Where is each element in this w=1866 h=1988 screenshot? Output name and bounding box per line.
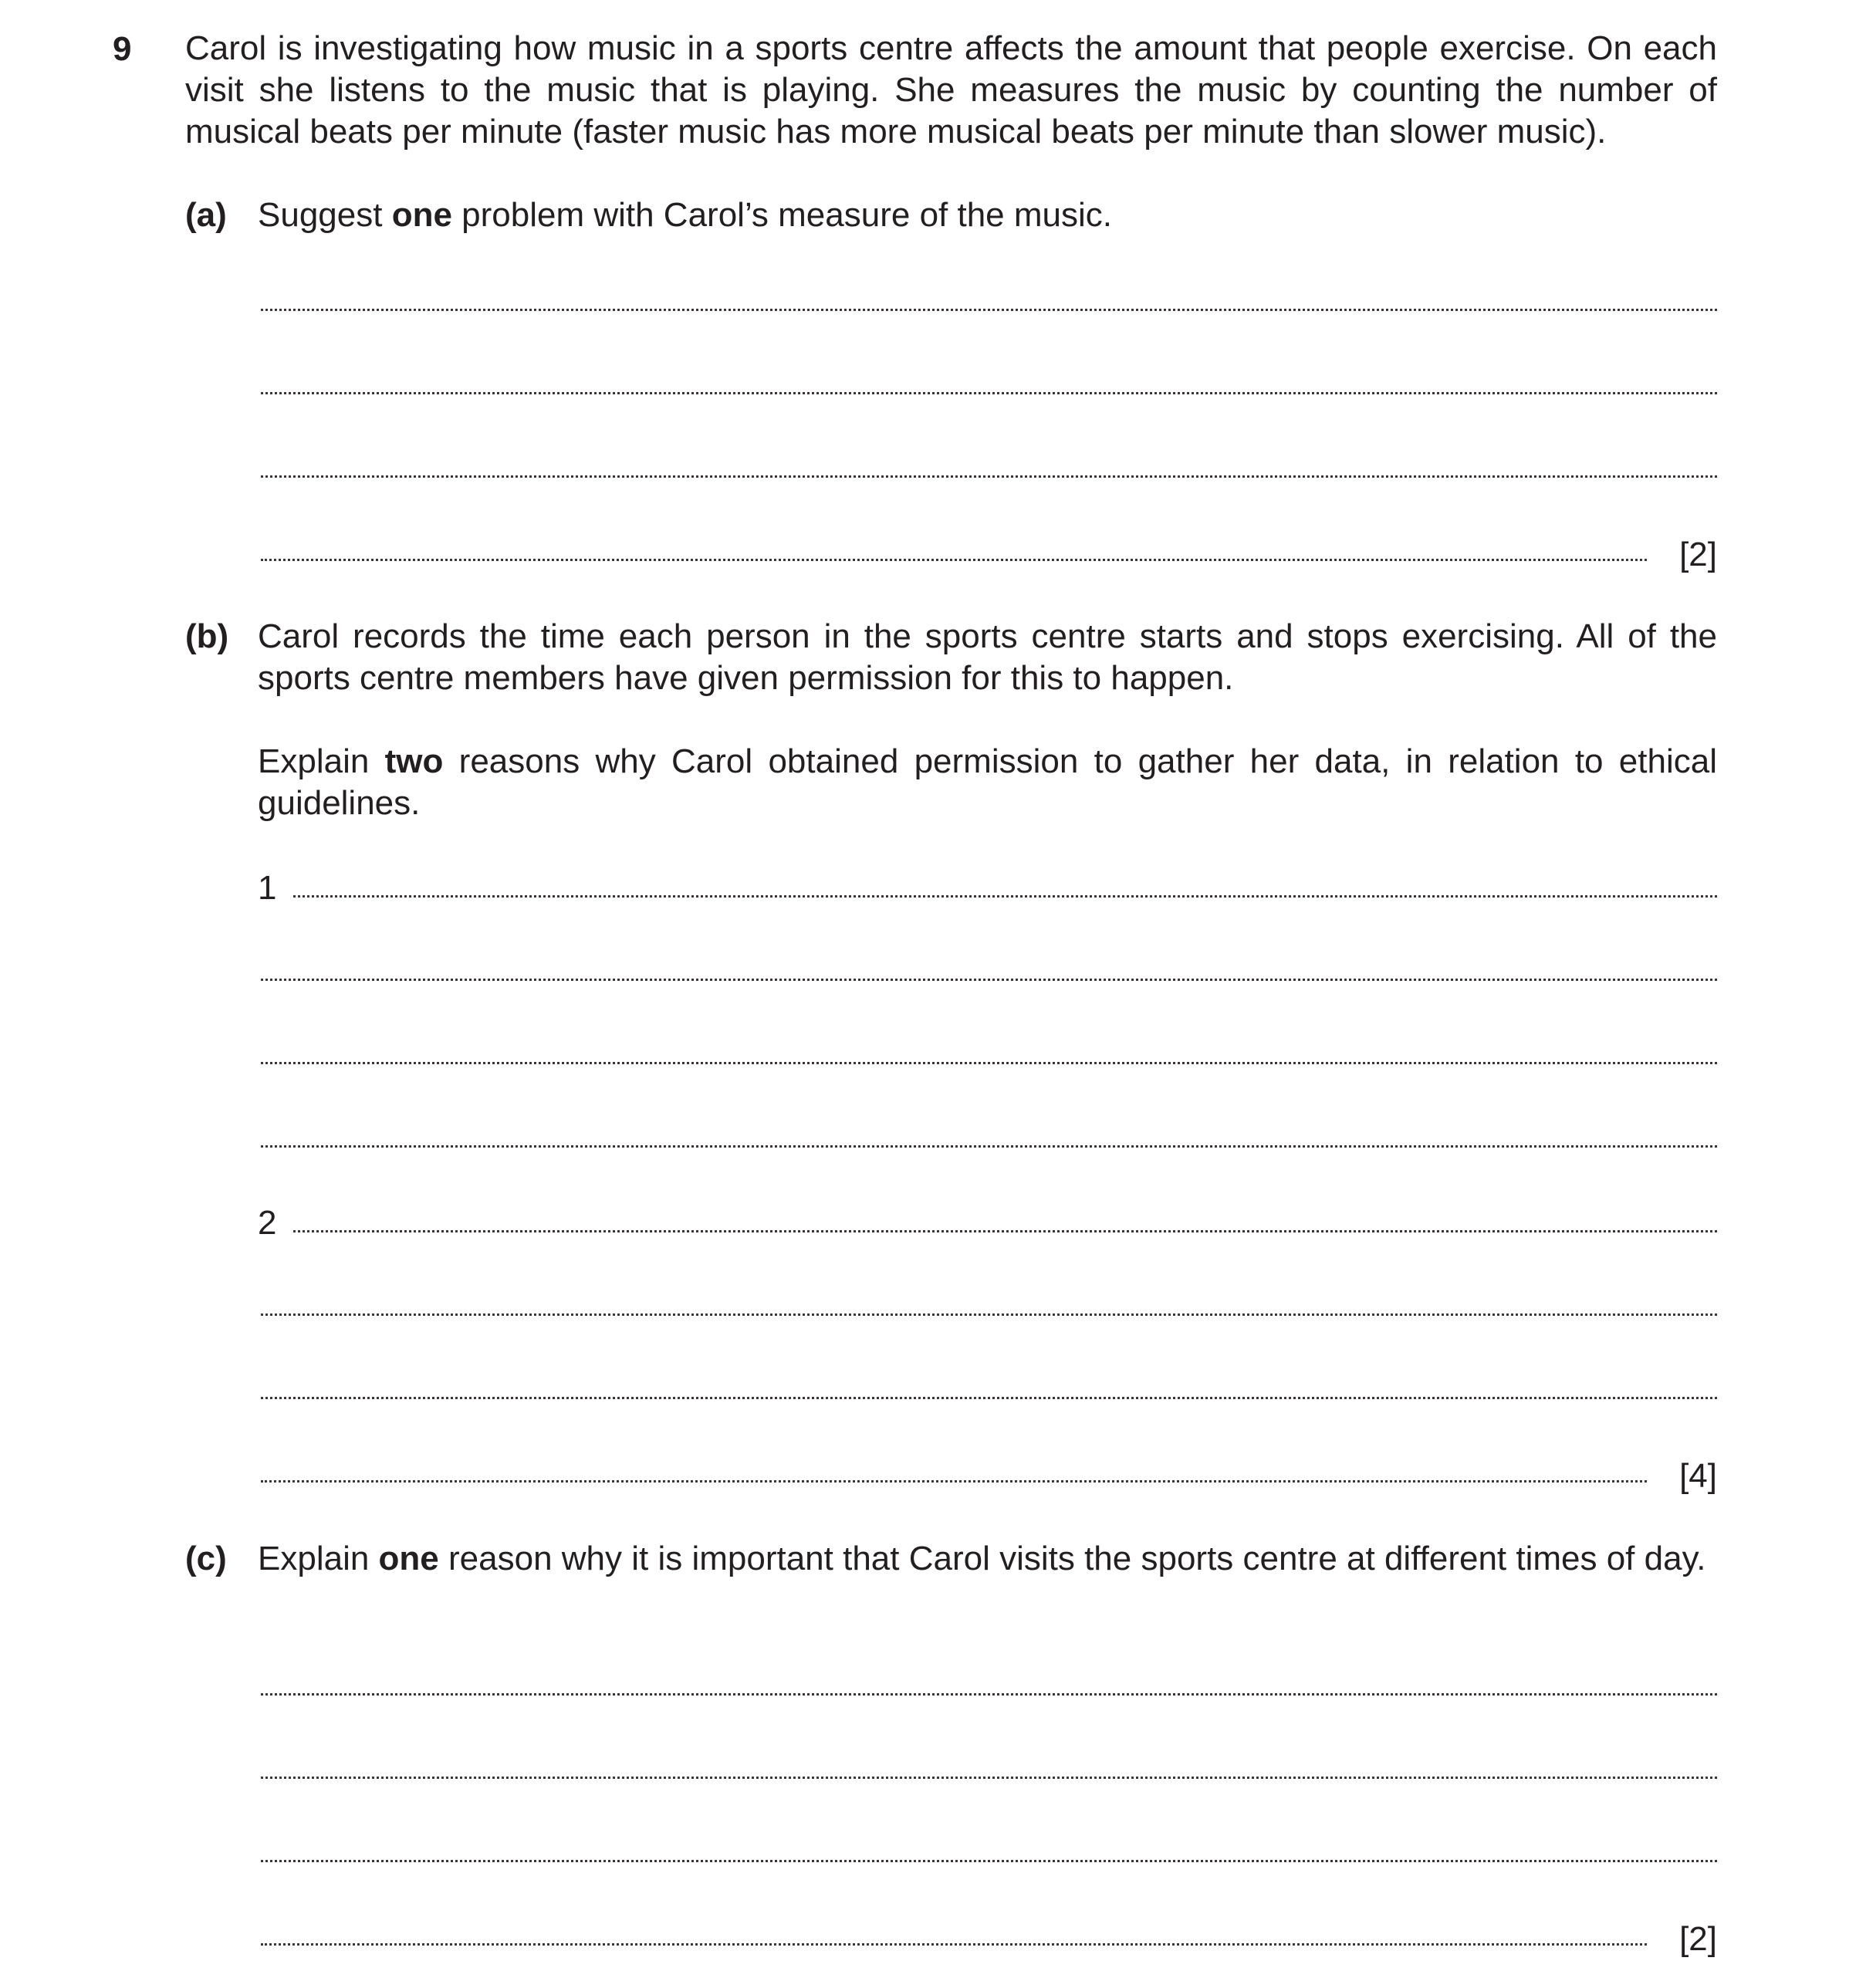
part-a-prompt: Suggest one problem with Carol’s measure of the music. <box>258 196 1112 234</box>
answer-line-a3[interactable] <box>261 475 1717 478</box>
answer-line-b6[interactable] <box>261 1314 1717 1316</box>
part-c-marks: [2] <box>1679 1920 1717 1958</box>
part-b-intro: Carol records the time each person in the sports centre starts and stops exercising. All of the sports centre members have given permission for this to happen. <box>258 617 1717 697</box>
question-number: 9 <box>113 30 132 68</box>
part-b-prompt: Explain two reasons why Carol obtained permission to gather her data, in relation to ethical guidelines. <box>258 742 1717 822</box>
part-c-prompt: Explain one reason why it is important that Carol visits the sports centre at different times of day. <box>258 1540 1706 1577</box>
answer-line-b1[interactable] <box>293 895 1717 898</box>
answer-line-b7[interactable] <box>261 1397 1717 1399</box>
answer-item-1-number: 1 <box>258 869 277 907</box>
answer-line-a2[interactable] <box>261 392 1717 394</box>
part-a-marks: [2] <box>1679 536 1717 573</box>
answer-line-b4[interactable] <box>261 1145 1717 1148</box>
answer-line-b3[interactable] <box>261 1062 1717 1064</box>
question-stem: Carol is investigating how music in a sports centre affects the amount that people exercise. On each visit she listens to the music that is playing. She measures the music by counting the number of musical beats per minute (faster music has more musical beats per minute than slower music). <box>185 29 1717 150</box>
part-b-emphasis: two <box>384 742 444 780</box>
part-b-label: (b) <box>185 617 229 655</box>
answer-line-c4[interactable] <box>261 1943 1647 1946</box>
answer-line-c2[interactable] <box>261 1777 1717 1779</box>
answer-line-a1[interactable] <box>261 309 1717 311</box>
answer-item-2-number: 2 <box>258 1204 277 1242</box>
answer-line-a4[interactable] <box>261 559 1647 561</box>
answer-line-b8[interactable] <box>261 1480 1647 1483</box>
part-a-emphasis: one <box>391 196 452 234</box>
answer-line-b5[interactable] <box>293 1230 1717 1232</box>
answer-line-c1[interactable] <box>261 1693 1717 1696</box>
answer-line-c3[interactable] <box>261 1860 1717 1862</box>
part-a-label: (a) <box>185 196 227 234</box>
part-c-emphasis: one <box>378 1540 439 1577</box>
answer-line-b2[interactable] <box>261 979 1717 981</box>
part-c-label: (c) <box>185 1540 227 1577</box>
part-b-marks: [4] <box>1679 1457 1717 1495</box>
